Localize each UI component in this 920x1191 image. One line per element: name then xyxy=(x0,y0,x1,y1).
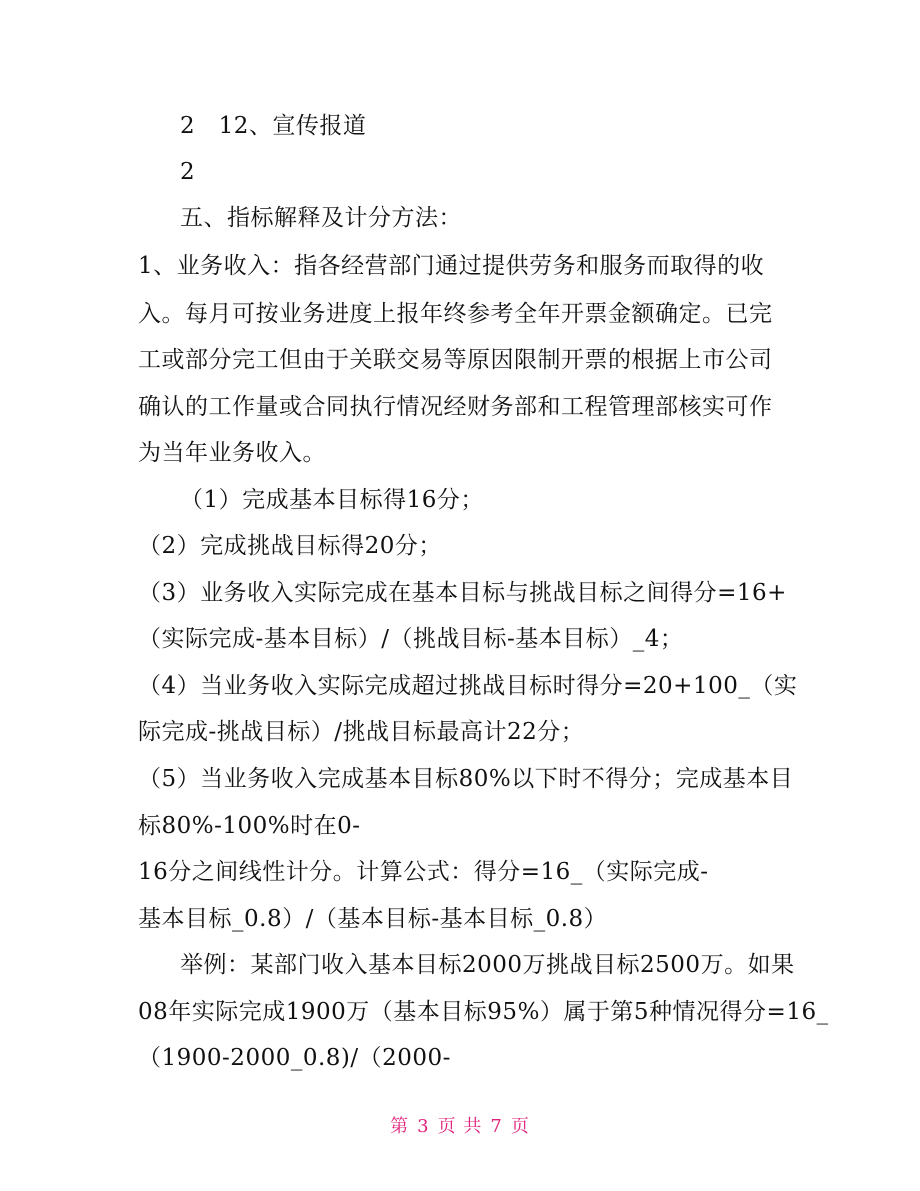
section-heading: 五、指标解释及计分方法： xyxy=(180,205,462,231)
footer-prefix: 第 xyxy=(390,1116,410,1137)
text-line: 2 xyxy=(180,159,196,185)
text-line: （3）业务收入实际完成在基本目标与挑战目标之间得分=16+ xyxy=(138,580,787,606)
footer-page-number: 3 xyxy=(417,1116,430,1137)
text-line: 确认的工作量或合同执行情况经财务部和工程管理部核实可作 xyxy=(138,394,773,420)
footer-mid: 页 共 xyxy=(437,1116,483,1137)
page-footer xyxy=(0,1112,920,1138)
text-line: 2 12、宣传报道 xyxy=(180,113,367,139)
text-line: （2）完成挑战目标得20分； xyxy=(138,533,442,559)
text-line: 16分之间线性计分。计算公式：得分=16_（实际完成- xyxy=(138,859,709,885)
footer-suffix: 页 xyxy=(510,1116,530,1137)
text-line: 标80%-100%时在0- xyxy=(138,813,361,839)
text-line: （4）当业务收入实际完成超过挑战目标时得分=20+100_（实 xyxy=(138,673,798,699)
text-line: 际完成-挑战目标）/挑战目标最高计22分； xyxy=(138,719,585,745)
text-line: 基本目标_0.8）/（基本目标-基本目标_0.8） xyxy=(138,906,608,932)
text-line: 举例：某部门收入基本目标2000万挑战目标2500万。如果 xyxy=(180,952,795,978)
text-line: 入。每月可按业务进度上报年终参考全年开票金额确定。已完 xyxy=(138,301,773,327)
text-line: 为当年业务收入。 xyxy=(138,440,326,466)
text-line: 1、业务收入：指各经营部门通过提供劳务和服务而取得的收 xyxy=(138,253,765,279)
text-line: （实际完成-基本目标）/（挑战目标-基本目标）_4； xyxy=(138,626,684,652)
text-line: （1）完成基本目标得16分； xyxy=(180,487,484,513)
footer-total-pages: 7 xyxy=(490,1116,503,1137)
text-line: （5）当业务收入完成基本目标80%以下时不得分；完成基本目 xyxy=(138,766,794,792)
text-line: 08年实际完成1900万（基本目标95%）属于第5种情况得分=16_ xyxy=(138,999,829,1025)
text-line: 工或部分完工但由于关联交易等原因限制开票的根据上市公司 xyxy=(138,347,773,373)
text-line: （1900-2000_0.8)/（2000- xyxy=(138,1045,451,1071)
